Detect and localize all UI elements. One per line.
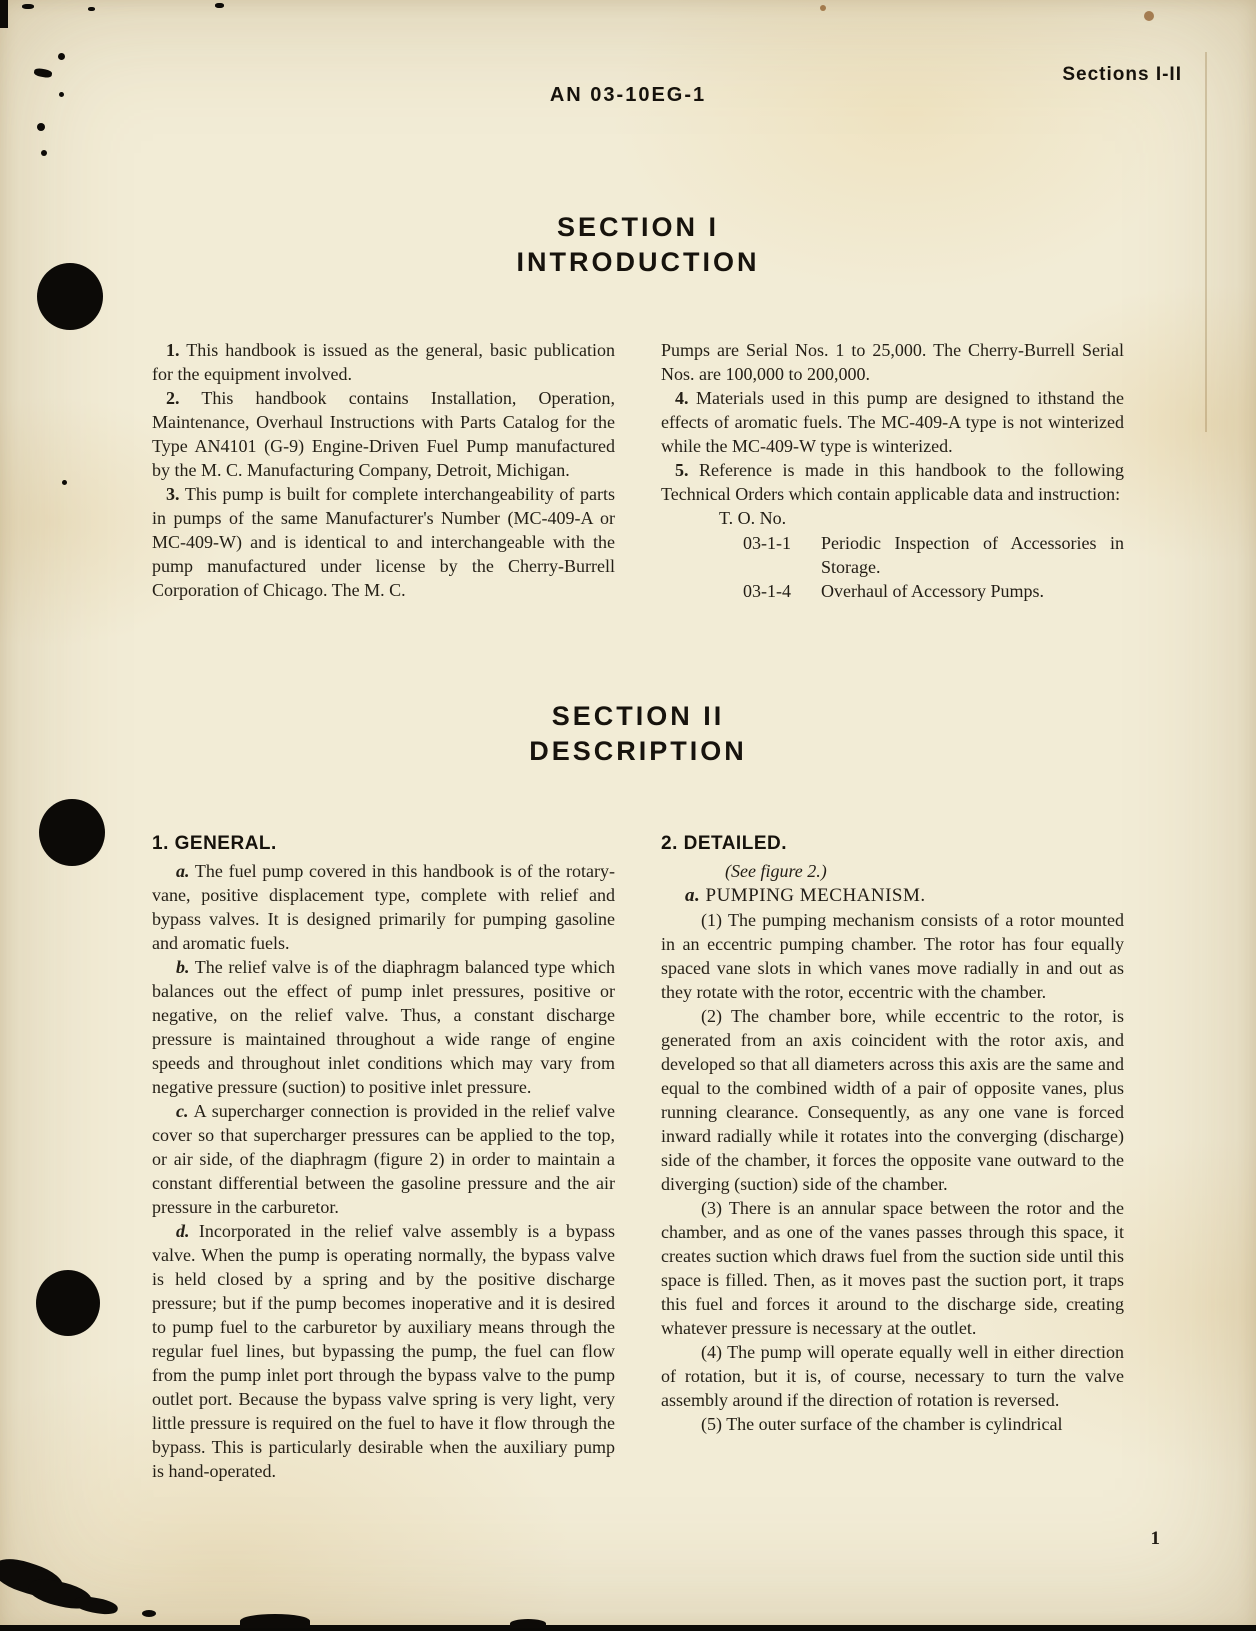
section2-title-line2: DESCRIPTION bbox=[529, 736, 747, 766]
general-heading: 1. GENERAL. bbox=[152, 833, 277, 854]
section1-title bbox=[152, 210, 1124, 280]
paragraph-5 bbox=[661, 458, 1124, 506]
paragraph-detailed-2-label: (2) bbox=[701, 1006, 722, 1026]
edge-shadow bbox=[0, 0, 8, 28]
ink-speck bbox=[22, 4, 34, 9]
pumping-mechanism-label: a. bbox=[685, 885, 701, 906]
paragraph-general-b-text: The relief valve is of the diaphragm balanced type which balances out the effect of pump inlet pressures, positive or negative, on the relief valve. Thus, a constant discharge pressure is maintained throughout a wide range of engine speeds and throughout inlet conditions which may vary from negative pressure (suction) to positive inlet pressure. bbox=[152, 957, 615, 1097]
section2-right-column bbox=[661, 833, 1124, 1483]
section2-title bbox=[152, 699, 1124, 769]
paragraph-general-a-text: The fuel pump covered in this handbook is of the rotary-vane, positive displacement type, complete with relief and bypass valves. It is designed primarily for pumping gasoline and aromatic fuels. bbox=[152, 861, 615, 953]
paragraph-detailed-4-label: (4) bbox=[701, 1342, 722, 1362]
paragraph-4-number: 4. bbox=[675, 388, 689, 408]
paragraph-3-continuation: Pumps are Serial Nos. 1 to 25,000. The Cherry-Burrell Serial Nos. are 100,000 to 200,000. bbox=[661, 340, 1124, 384]
technical-order-desc: Periodic Inspection of Accessories in Storage. bbox=[821, 533, 1124, 577]
technical-order-desc: Overhaul of Accessory Pumps. bbox=[821, 581, 1044, 601]
technical-order-item bbox=[661, 531, 1124, 579]
paragraph-3 bbox=[152, 482, 615, 602]
technical-order-item bbox=[661, 579, 1124, 603]
paragraph-1 bbox=[152, 338, 615, 386]
ink-speck bbox=[37, 123, 45, 131]
paragraph-general-b-label: b. bbox=[176, 957, 190, 977]
ink-speck bbox=[41, 150, 47, 156]
paragraph-1-number: 1. bbox=[166, 340, 180, 360]
punch-hole bbox=[39, 799, 105, 866]
paragraph-detailed-5-label: (5) bbox=[701, 1414, 722, 1434]
paragraph-3-text: This pump is built for complete interchangeability of parts in pumps of the same Manufacturer's Number (MC-409-A or MC-409-W) and is identical to and interchangeable with the pump manufactured under license by the Cherry-Burrell Corporation of Chicago. The M. C. bbox=[152, 484, 615, 600]
technical-order-code: 03-1-1 bbox=[743, 533, 791, 553]
paragraph-2-text: This handbook contains Installation, Operation, Maintenance, Overhaul Instructions with Parts Catalog for the Type AN4101 (G-9) Engine-Driven Fuel Pump manufactured by the M. C. Manufacturing Company, Detroit, Michigan. bbox=[152, 388, 615, 480]
header-sections-label: Sections I-II bbox=[1062, 64, 1182, 85]
section1-right-column bbox=[661, 338, 1124, 603]
paragraph-general-c bbox=[152, 1099, 615, 1219]
technical-order-label: T. O. No. bbox=[719, 508, 787, 528]
ink-blob bbox=[510, 1619, 546, 1628]
paragraph-general-d bbox=[152, 1219, 615, 1483]
punch-hole bbox=[36, 1270, 100, 1336]
ink-speck bbox=[142, 1610, 156, 1617]
section2-title-line1: SECTION II bbox=[551, 701, 725, 731]
pumping-mechanism-heading bbox=[661, 883, 1124, 908]
ink-speck bbox=[58, 53, 65, 60]
section1-title-line2: INTRODUCTION bbox=[516, 247, 760, 277]
ink-blob bbox=[73, 1594, 119, 1616]
pumping-mechanism-text: PUMPING MECHANISM. bbox=[705, 885, 926, 906]
paragraph-general-c-label: c. bbox=[176, 1101, 189, 1121]
paragraph-1-text: This handbook is issued as the general, basic publication for the equipment involved. bbox=[152, 340, 615, 384]
paragraph-general-b bbox=[152, 955, 615, 1099]
section1-columns bbox=[152, 338, 1124, 603]
paragraph-detailed-2 bbox=[661, 1004, 1124, 1196]
paragraph-general-a-label: a. bbox=[176, 861, 190, 881]
section1-title-line1: SECTION I bbox=[556, 212, 719, 242]
paper-stain bbox=[820, 5, 826, 11]
paragraph-detailed-1 bbox=[661, 908, 1124, 1004]
paragraph-detailed-3 bbox=[661, 1196, 1124, 1340]
paper-stain bbox=[1144, 11, 1154, 21]
paragraph-2-number: 2. bbox=[166, 388, 180, 408]
paragraph-5-text: Reference is made in this handbook to the following Technical Orders which contain applicable data and instruction: bbox=[661, 460, 1124, 504]
ink-speck bbox=[59, 92, 64, 97]
ink-smudge bbox=[33, 67, 52, 78]
paper-crease bbox=[1205, 52, 1207, 432]
doc-number: AN 03-10EG-1 bbox=[549, 84, 707, 106]
paragraph-detailed-1-text: The pumping mechanism consists of a rotor mounted in an eccentric pumping chamber. The rotor has four equally spaced vane slots in which vanes move radially in and out as they rotate with the rotor, eccentric with the chamber. bbox=[661, 910, 1124, 1002]
paragraph-detailed-3-label: (3) bbox=[701, 1198, 722, 1218]
paragraph-4-text: Materials used in this pump are designed to ithstand the effects of aromatic fuels. The MC-409-A type is not winterized while the MC-409-W type is winterized. bbox=[661, 388, 1124, 456]
paragraph-general-a bbox=[152, 859, 615, 955]
paragraph-5-number: 5. bbox=[675, 460, 689, 480]
section1-left-column bbox=[152, 338, 615, 603]
paragraph-4 bbox=[661, 386, 1124, 458]
paragraph-detailed-5 bbox=[661, 1412, 1124, 1436]
punch-hole bbox=[37, 263, 103, 330]
ink-speck bbox=[62, 480, 67, 485]
bottom-edge-shadow bbox=[0, 1625, 1256, 1631]
paragraph-detailed-2-text: The chamber bore, while eccentric to the rotor, is generated from an axis coincident with the rotor axis, and developed so that all diameters across this axis are the same and equal to the combined width of a pair of opposite vanes, plus running clearance. Consequently, as any one vane is forced inward radially while it rotates into the converging (discharge) side of the chamber, it forces the opposite vane outward to the diverging (suction) side of the chamber. bbox=[661, 1006, 1124, 1194]
paragraph-detailed-4 bbox=[661, 1340, 1124, 1412]
section2-left-column bbox=[152, 833, 615, 1483]
page-number: 1 bbox=[1150, 1528, 1160, 1549]
paragraph-2 bbox=[152, 386, 615, 482]
paragraph-detailed-5-text: The outer surface of the chamber is cylindrical bbox=[726, 1414, 1063, 1434]
paragraph-detailed-4-text: The pump will operate equally well in either direction of rotation, but it is, of course, necessary to turn the valve assembly around if the direction of rotation is reversed. bbox=[661, 1342, 1124, 1410]
paragraph-general-d-label: d. bbox=[176, 1221, 190, 1241]
technical-order-code: 03-1-4 bbox=[743, 581, 791, 601]
paragraph-general-d-text: Incorporated in the relief valve assembly is a bypass valve. When the pump is operating normally, the bypass valve is held closed by a spring and by the positive discharge pressure; but if the pump becomes inoperative and it is desired to pump fuel to the carburetor by auxiliary means through the regular fuel lines, but bypassing the pump, the fuel can flow from the pump inlet port through the bypass valve to the pump outlet port. Because the bypass valve spring is very light, very little pressure is required on the fuel to have it flow through the bypass. This is particularly desirable when the auxiliary pump is hand-operated. bbox=[152, 1221, 616, 1481]
detailed-heading: 2. DETAILED. bbox=[661, 833, 787, 854]
paragraph-general-c-text: A supercharger connection is provided in the relief valve cover so that supercharger pressures can be applied to the top, or air side, of the diaphragm (figure 2) in order to maintain a constant differential between the gasoline pressure and the air pressure in the carburetor. bbox=[152, 1101, 615, 1217]
ink-speck bbox=[88, 7, 95, 11]
paragraph-detailed-3-text: There is an annular space between the rotor and the chamber, and as one of the vanes passes through this space, it creates suction which draws fuel from the suction side until this space is filled. Then, as it moves past the suction port, it traps this fuel and forces it around to the discharge side, creating whatever pressure is necessary at the outlet. bbox=[661, 1198, 1124, 1338]
see-figure-note: (See figure 2.) bbox=[725, 861, 827, 881]
paragraph-detailed-1-label: (1) bbox=[701, 910, 722, 930]
ink-speck bbox=[215, 3, 224, 8]
ink-blob bbox=[240, 1614, 310, 1628]
section2-columns bbox=[152, 833, 1124, 1483]
page-content bbox=[152, 0, 1124, 1483]
paragraph-3-number: 3. bbox=[166, 484, 180, 504]
